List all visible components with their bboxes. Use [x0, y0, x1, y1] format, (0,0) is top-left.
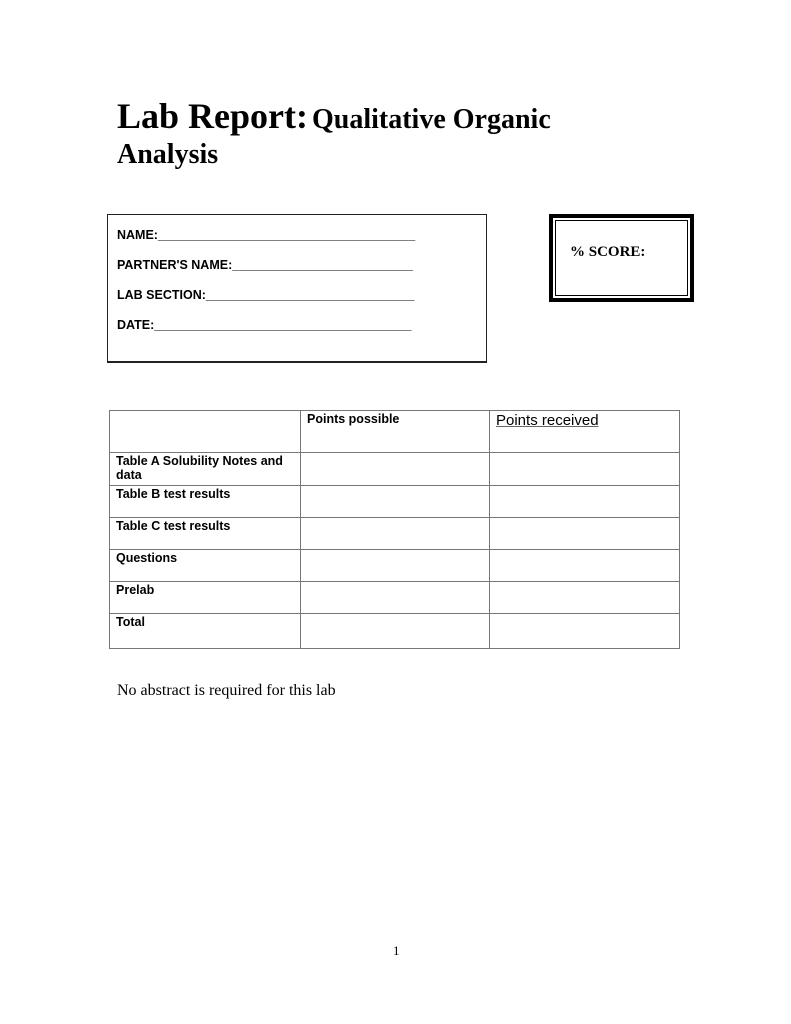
row-item: Prelab — [110, 582, 301, 614]
table-row — [110, 614, 680, 649]
points-possible-cell[interactable] — [301, 486, 490, 518]
table-row — [110, 550, 680, 582]
student-info-box — [107, 214, 487, 363]
title-subject: Qualitative Organic — [312, 104, 551, 135]
points-possible-cell[interactable] — [301, 582, 490, 614]
row-item: Table B test results — [110, 486, 301, 518]
points-received-cell[interactable] — [490, 518, 680, 550]
row-item: Table C test results — [110, 518, 301, 550]
score-box — [549, 214, 694, 302]
points-possible-cell[interactable] — [301, 453, 490, 486]
score-label: % SCORE: — [570, 244, 646, 260]
name-field[interactable]: NAME:_____________________________________ — [117, 228, 416, 242]
row-item: Total — [110, 614, 301, 649]
title-prefix: Lab Report: — [117, 96, 308, 136]
row-item: Table A Solubility Notes and data — [110, 453, 301, 486]
points-received-cell[interactable] — [490, 550, 680, 582]
points-possible-cell[interactable] — [301, 614, 490, 649]
table-row — [110, 518, 680, 550]
header-blank — [110, 411, 301, 453]
points-received-cell[interactable] — [490, 453, 680, 486]
table-row — [110, 486, 680, 518]
points-received-cell[interactable] — [490, 614, 680, 649]
points-received-cell[interactable] — [490, 486, 680, 518]
page-title — [117, 96, 551, 172]
points-received-cell[interactable] — [490, 582, 680, 614]
table-row — [110, 453, 680, 486]
header-points-received: Points received — [490, 411, 680, 453]
table-header-row — [110, 411, 680, 453]
table-row — [110, 582, 680, 614]
date-field[interactable]: DATE:_____________________________________ — [117, 318, 412, 332]
header-points-possible: Points possible — [301, 411, 490, 453]
points-possible-cell[interactable] — [301, 550, 490, 582]
points-possible-cell[interactable] — [301, 518, 490, 550]
lab-section-field[interactable]: LAB SECTION:______________________________ — [117, 288, 415, 302]
title-subject-line2: Analysis — [117, 139, 219, 171]
partner-name-field[interactable]: PARTNER'S NAME:__________________________ — [117, 258, 413, 272]
abstract-note: No abstract is required for this lab — [117, 682, 336, 699]
page-number: 1 — [393, 943, 400, 958]
row-item: Questions — [110, 550, 301, 582]
grades-table — [109, 410, 680, 649]
